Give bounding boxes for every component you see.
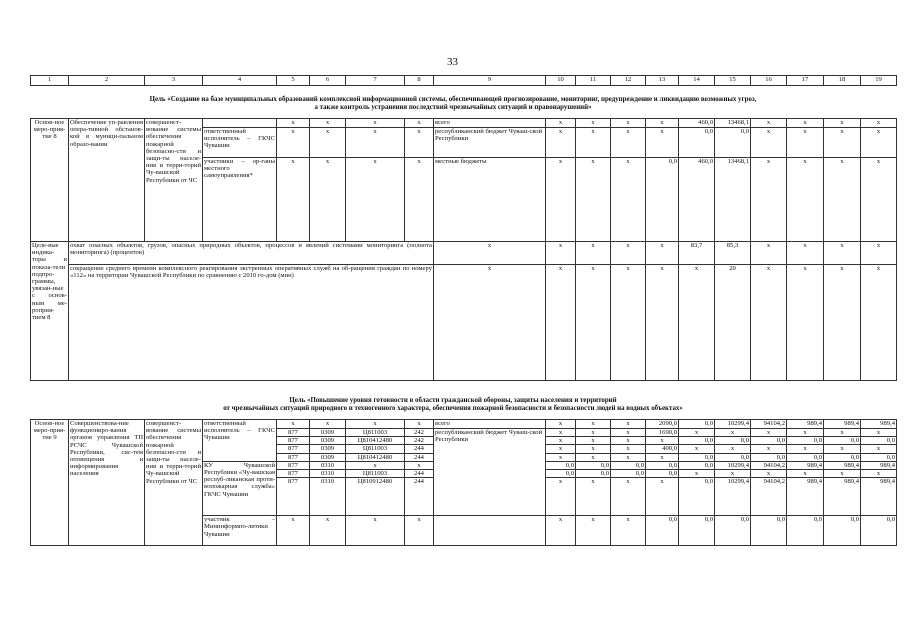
cell: 244 (405, 478, 434, 516)
cell: Ц811003 (346, 470, 405, 478)
cell: х (434, 265, 546, 381)
participants: участники – ор-ганы местного самоуправления* (203, 158, 277, 242)
activity-9-name: Совершенствова-ние функциониро-вания органов управления ТП РСЧС Чувашской Республики, сис-тем оповещения и информирования населения (69, 420, 145, 546)
cell: х (751, 470, 787, 478)
cell: 2090,0 (646, 420, 679, 429)
cell: 0,0 (715, 453, 751, 461)
cell: х (861, 128, 897, 158)
cell: х (576, 128, 611, 158)
column-number-10: 10 (546, 76, 576, 86)
column-number-header (30, 75, 897, 86)
goal-2-heading (30, 397, 876, 414)
cell: х (277, 128, 310, 158)
cell: х (751, 265, 787, 381)
cell: х (576, 242, 611, 265)
cell: 0,0 (824, 453, 861, 461)
cell: х (646, 265, 679, 381)
cell: х (611, 420, 646, 429)
cell: х (310, 119, 346, 128)
column-number-14: 14 (679, 76, 715, 86)
cell: х (611, 128, 646, 158)
cell: 0,0 (824, 516, 861, 546)
cell: х (787, 119, 824, 128)
cell: 0,0 (679, 516, 715, 546)
cell: х (611, 516, 646, 546)
cell: х (787, 128, 824, 158)
cell: х (310, 128, 346, 158)
cell: х (824, 429, 861, 437)
cell: 877 (277, 478, 310, 516)
cell: 877 (277, 437, 310, 445)
cell: 0,0 (715, 516, 751, 546)
cell: х (434, 242, 546, 265)
cell: х (646, 119, 679, 128)
cell: 0,0 (751, 437, 787, 445)
cell: х (824, 128, 861, 158)
column-number-16: 16 (751, 76, 787, 86)
cell: х (679, 429, 715, 437)
cell: х (751, 429, 787, 437)
activity-8-label: Основ-ное меро-прия-тие 8 (31, 119, 69, 242)
column-number-9: 9 (434, 76, 546, 86)
cell: х (546, 478, 576, 516)
cell: х (576, 478, 611, 516)
activity-8-name: Обеспечение уп-равления опера-тивной обстанов-кой в муници-пальном образо-вании (69, 119, 145, 242)
column-number-13: 13 (646, 76, 679, 86)
cell: х (346, 128, 405, 158)
cell: 989,4 (824, 478, 861, 516)
activity-9-responsible: ответственный исполнитель – ГКЧС Чувашии (203, 420, 277, 462)
cell: х (787, 429, 824, 437)
activity-9-participant: участник – Мининформпо-литики Чувашии (203, 516, 277, 546)
cell: 0,0 (646, 516, 679, 546)
cell: х (576, 453, 611, 461)
cell: 13468,1 (715, 119, 751, 128)
activity-9-executor: КУ Чувашской Республики «Чу-вашская респуб-ликанская проти-вопожарная служба» ГКЧС Чувашии (203, 461, 277, 515)
cell: 0,0 (824, 437, 861, 445)
activity-9-row (31, 420, 897, 429)
cell: х (861, 265, 897, 381)
cell: х (611, 265, 646, 381)
cell: 244 (405, 445, 434, 453)
cell: х (546, 242, 576, 265)
column-number-6: 6 (310, 76, 346, 86)
cell: х (576, 445, 611, 453)
cell: х (861, 429, 897, 437)
cell: 10299,4 (715, 478, 751, 516)
cell: х (787, 158, 824, 242)
cell: 989,4 (824, 461, 861, 469)
cell: 0,0 (751, 453, 787, 461)
cell: х (576, 265, 611, 381)
cell: 989,4 (861, 420, 897, 429)
cell: 0309 (310, 453, 346, 461)
cell: х (310, 158, 346, 242)
cell: х (611, 429, 646, 437)
cell: х (310, 516, 346, 546)
target-indicator-2: сокращение среднего времени комплексного реагирования экстренных оперативных служб на об-ращения граждан по номеру «112» на территории Чувашской Республики по сравнению с 2010 го-дом (мин) (69, 265, 434, 381)
column-number-8: 8 (405, 76, 434, 86)
activity-8-program: совершенст-вование системы обеспечения пожарной безопасно-сти и защи-ты населе-ния и терри-торий Чу-вашской Республики от ЧС (145, 119, 203, 242)
cell: 0,0 (787, 437, 824, 445)
cell: х (611, 478, 646, 516)
cell: 877 (277, 461, 310, 469)
goal-1-line-2: а также контроль устранения последствий чрезвычайных ситуаций и правонарушений» (314, 104, 592, 112)
column-number-1: 1 (31, 76, 69, 86)
cell: х (679, 445, 715, 453)
cell: 0,0 (646, 158, 679, 242)
targets-label: Целе-вые индика-торы и показа-тели подпро-граммы, увязан-ные с основ-ным ме-роприя-тием 8 (31, 242, 69, 381)
cell: Ц811003 (346, 429, 405, 437)
cell: х (546, 420, 576, 429)
cell: 0,0 (576, 461, 611, 469)
cell: х (546, 453, 576, 461)
cell: х (646, 453, 679, 461)
cell (203, 119, 277, 128)
cell: х (611, 445, 646, 453)
cell: Ц811003 (346, 445, 405, 453)
cell: х (751, 242, 787, 265)
cell: х (787, 265, 824, 381)
cell: 989,4 (787, 461, 824, 469)
cell: 85,3 (715, 242, 751, 265)
cell: х (861, 158, 897, 242)
cell: 460,0 (679, 158, 715, 242)
cell: 94104,2 (751, 478, 787, 516)
cell: 244 (405, 453, 434, 461)
cell: Ц810412480 (346, 453, 405, 461)
cell: х (646, 242, 679, 265)
cell: х (546, 437, 576, 445)
cell: х (405, 420, 434, 429)
cell: х (546, 119, 576, 128)
column-number-2: 2 (69, 76, 145, 86)
cell: х (861, 445, 897, 453)
activity-8-table (30, 118, 897, 381)
cell: х (787, 470, 824, 478)
cell: х (576, 429, 611, 437)
cell: 0,0 (546, 461, 576, 469)
cell: Ц810412480 (346, 437, 405, 445)
cell: 0,0 (787, 516, 824, 546)
cell: х (787, 242, 824, 265)
cell: 0,0 (576, 470, 611, 478)
cell: х (346, 158, 405, 242)
cell: 0,0 (715, 437, 751, 445)
cell: 877 (277, 429, 310, 437)
cell: х (346, 119, 405, 128)
cell: 0,0 (787, 453, 824, 461)
cell: х (751, 158, 787, 242)
cell: 20 (715, 265, 751, 381)
cell: 0309 (310, 445, 346, 453)
funding-source (434, 516, 546, 546)
cell: х (611, 453, 646, 461)
cell: 877 (277, 453, 310, 461)
cell: 0310 (310, 478, 346, 516)
cell: 10299,4 (715, 461, 751, 469)
cell: х (646, 478, 679, 516)
page-number: 33 (447, 56, 458, 68)
target-indicator-1: охват опасных объектов, грузов, опасных природных объектов, процессов и явлений системами мониторинга (полнота мониторинга) (процентов) (69, 242, 434, 265)
cell: х (576, 420, 611, 429)
cell: 0,0 (611, 470, 646, 478)
cell: х (405, 516, 434, 546)
cell: х (751, 119, 787, 128)
cell: х (861, 470, 897, 478)
cell: 0,0 (679, 128, 715, 158)
cell: х (861, 119, 897, 128)
cell: х (824, 445, 861, 453)
cell: 0,0 (646, 461, 679, 469)
funding-source: всего (434, 119, 546, 128)
cell: х (824, 242, 861, 265)
cell: х (824, 158, 861, 242)
cell: Ц810912480 (346, 478, 405, 516)
cell: 0,0 (679, 461, 715, 469)
goal-2-line-1: Цель «Повышение уровня готовности в области гражданской обороны, защиты населения и территорий (289, 397, 617, 404)
cell: 0,0 (679, 478, 715, 516)
cell: х (546, 445, 576, 453)
column-number-5: 5 (277, 76, 310, 86)
cell: 0,0 (679, 453, 715, 461)
cell: 877 (277, 470, 310, 478)
cell: х (679, 265, 715, 381)
cell: х (546, 158, 576, 242)
column-number-18: 18 (824, 76, 861, 86)
cell: 0,0 (611, 461, 646, 469)
cell: 989,4 (824, 420, 861, 429)
activity-9-table (30, 419, 897, 546)
column-number-19: 19 (861, 76, 897, 86)
cell: 989,4 (861, 461, 897, 469)
cell: х (824, 119, 861, 128)
cell: 10299,4 (715, 420, 751, 429)
cell: х (611, 158, 646, 242)
cell: 0,0 (679, 437, 715, 445)
cell: 83,7 (679, 242, 715, 265)
cell: 0309 (310, 429, 346, 437)
cell: 94104,2 (751, 461, 787, 469)
cell: 0310 (310, 461, 346, 469)
column-number-17: 17 (787, 76, 824, 86)
cell: х (751, 445, 787, 453)
cell: 13468,1 (715, 158, 751, 242)
cell: 0,0 (861, 453, 897, 461)
cell: х (346, 420, 405, 429)
cell: х (824, 470, 861, 478)
cell: х (715, 445, 751, 453)
goal-1-line-1: Цель «Создание на базе муниципальных образований комплексной информационной системы, обеспечивающей прогнозирование, мониторинг, предупреждение и ликвидацию возможных угроз, (149, 96, 757, 103)
cell: х (646, 128, 679, 158)
cell: 877 (277, 445, 310, 453)
goal-2-line-2: от чрезвычайных ситуаций природного и техногенного характера, обеспечения пожарной безопасности и безопасности людей на водных объектах» (223, 405, 683, 413)
funding-source: местные бюджеты (434, 158, 546, 242)
cell: х (611, 437, 646, 445)
cell: 0,0 (861, 437, 897, 445)
cell: 0,0 (646, 470, 679, 478)
cell: х (576, 516, 611, 546)
cell: х (546, 265, 576, 381)
cell: 0,0 (751, 516, 787, 546)
column-number-4: 4 (203, 76, 277, 86)
column-number-3: 3 (145, 76, 203, 86)
cell: х (346, 516, 405, 546)
cell: х (611, 242, 646, 265)
cell: 989,4 (787, 420, 824, 429)
column-number-15: 15 (715, 76, 751, 86)
cell: х (277, 158, 310, 242)
cell: х (277, 516, 310, 546)
cell: х (546, 128, 576, 158)
cell: х (346, 461, 405, 469)
column-number-11: 11 (576, 76, 611, 86)
cell: х (277, 119, 310, 128)
funding-source: республиканский бюджет Чуваш-ской Республики (434, 429, 546, 516)
cell: х (405, 119, 434, 128)
cell: 989,4 (861, 478, 897, 516)
cell: х (405, 158, 434, 242)
activity-8-row-total (31, 119, 897, 128)
cell: 0310 (310, 470, 346, 478)
activity-9-program: совершенст-вование системы обеспечения пожарной безопасно-сти и защи-ты населе-ния и терри-торий Чу-вашской Республики от ЧС (145, 420, 203, 546)
column-number-7: 7 (346, 76, 405, 86)
target-row-2 (31, 265, 897, 381)
cell: х (646, 437, 679, 445)
cell: х (546, 516, 576, 546)
activity-9-label: Основ-ное меро-прия-тие 9 (31, 420, 69, 546)
cell: 242 (405, 437, 434, 445)
cell: х (546, 429, 576, 437)
responsible-party: ответственный исполнитель – ГКЧС Чувашии (203, 128, 277, 158)
target-row-1 (31, 242, 897, 265)
goal-1-heading (30, 96, 876, 113)
cell: 0309 (310, 437, 346, 445)
funding-source: всего (434, 420, 546, 429)
cell: 989,4 (787, 478, 824, 516)
column-number-12: 12 (611, 76, 646, 86)
cell: х (715, 429, 751, 437)
cell: х (405, 461, 434, 469)
cell: 1690,0 (646, 429, 679, 437)
cell: 0,0 (679, 420, 715, 429)
cell: 244 (405, 470, 434, 478)
cell: х (277, 420, 310, 429)
cell: 242 (405, 429, 434, 437)
cell: х (611, 119, 646, 128)
cell: х (715, 470, 751, 478)
cell: х (787, 445, 824, 453)
cell: 0,0 (715, 128, 751, 158)
cell: х (679, 470, 715, 478)
cell: х (751, 128, 787, 158)
cell: х (576, 158, 611, 242)
cell: 460,0 (679, 119, 715, 128)
cell: 400,0 (646, 445, 679, 453)
cell: 0,0 (861, 516, 897, 546)
cell: х (824, 265, 861, 381)
cell: х (576, 437, 611, 445)
cell: х (405, 128, 434, 158)
funding-source: республиканский бюджет Чуваш-ской Республики (434, 128, 546, 158)
cell: 94104,2 (751, 420, 787, 429)
cell: х (576, 119, 611, 128)
cell: 0,0 (546, 470, 576, 478)
cell: х (310, 420, 346, 429)
cell: х (861, 242, 897, 265)
